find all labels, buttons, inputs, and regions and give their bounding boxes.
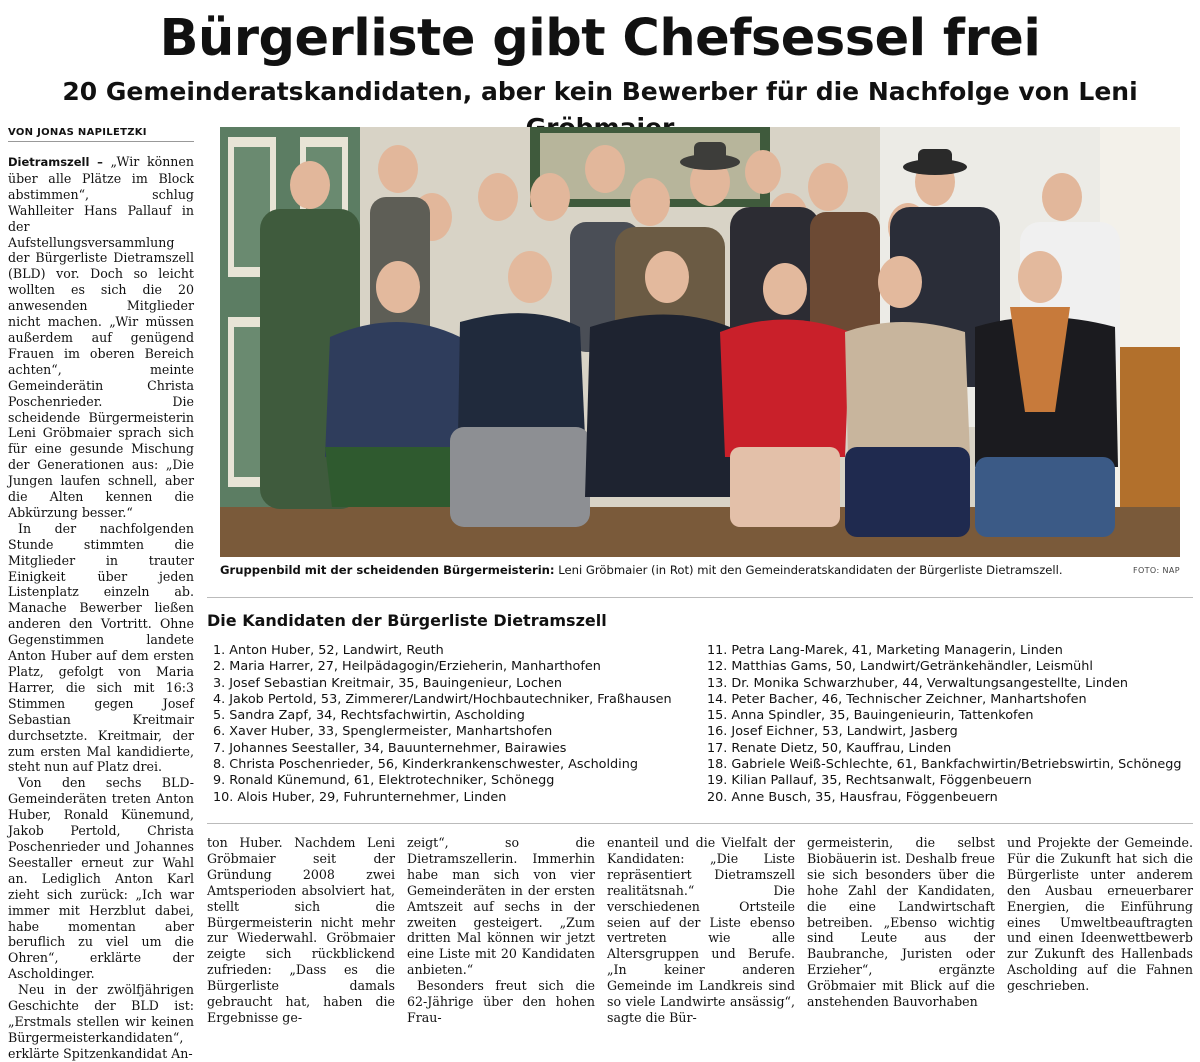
candidates-list-right [707, 643, 1187, 806]
article-column-5 [807, 835, 995, 1010]
candidate-item: 16. Josef Eichner, 53, Landwirt, Jasberg [707, 724, 958, 740]
candidates-title: Die Kandidaten der Bürgerliste Dietramszell [207, 611, 607, 630]
candidate-item: 10. Alois Huber, 29, Fuhrunternehmer, Linden [213, 789, 507, 805]
article-paragraph: Neu in der zwölfjährigen Geschichte der BLD ist: „Erstmals stellen wir keinen Bürgermeisterkandidaten“, erklärte Spitzenkandidat An- [8, 982, 194, 1061]
article-paragraph: ton Huber. Nachdem Leni Gröbmaier seit der Gründung 2008 zwei Amtsperioden absolviert hat, stellt sich die Bürgermeisterin nicht mehr zur Wiederwahl. Gröbmaier zeigte sich rückblickend zufrieden: „Dass es die Bürgerliste damals gebraucht hat, haben die Ergebnisse ge- [207, 835, 395, 1025]
byline: VON JONAS NAPILETZKI [8, 127, 194, 142]
article-column-2 [207, 835, 395, 1025]
candidate-item: 17. Renate Dietz, 50, Kauffrau, Linden [707, 740, 952, 756]
headline: Bürgerliste gibt Chefsessel frei [159, 9, 1041, 68]
candidate-item: 3. Josef Sebastian Kreitmair, 35, Bauingenieur, Lochen [213, 675, 563, 691]
candidate-item: 5. Sandra Zapf, 34, Rechtsfachwirtin, Ascholding [213, 708, 525, 724]
candidate-item: 4. Jakob Pertold, 53, Zimmerer/Landwirt/Hochbautechniker, Fraßhausen [213, 691, 672, 707]
candidate-item: 1. Anton Huber, 52, Landwirt, Reuth [213, 643, 444, 658]
photo-credit: FOTO: NAP [1132, 566, 1180, 575]
candidate-item: 15. Anna Spindler, 35, Bauingenieurin, Tattenkofen [707, 708, 1034, 724]
article-paragraph: germeisterin, die selbst Biobäuerin ist. Deshalb freue sie sich besonders über die hohe Zahl der Kandidaten, die eine Landwirtschaft betreiben. „Ebenso wichtig sind Leute aus der Baubranche, Juristen oder Erzieher“, ergänzte Gröbmaier mit Blick auf die anstehenden Bauvorhaben [807, 835, 995, 1010]
group-photo [220, 127, 1180, 557]
photo-caption [220, 563, 1180, 577]
article-column-3 [407, 835, 595, 1025]
candidate-item: 7. Johannes Seestaller, 34, Bauunternehmer, Bairawies [213, 740, 567, 756]
dateline: Dietramszell – [8, 155, 103, 169]
paragraph-text: „Wir können über alle Plätze im Block abstimmen“, schlug Wahlleiter Hans Pallauf in der Aufstellungsversammlung der Bürgerliste Dietramszell (BLD) vor. Doch so leicht wollten es sich die 20 anwesenden Mitglieder nicht machen. „Wir müssen außerdem auf genügend Frauen im oberen Bereich achten“, meinte Gemeinderätin Christa Poschenrieder. Die scheidende Bürgermeisterin Leni Gröbmaier sprach sich für eine gesunde Mischung der Generationen aus: „Die Jungen laufen schnell, aber die Alten kennen die Abkürzung besser.“ [8, 154, 194, 520]
candidate-item: 2. Maria Harrer, 27, Heilpädagogin/Erzieherin, Manharthofen [213, 659, 601, 675]
divider [207, 597, 1193, 598]
caption-text: Leni Gröbmaier (in Rot) mit den Gemeinderatskandidaten der Bürgerliste Dietramszell. [554, 563, 1063, 577]
candidate-item: 18. Gabriele Weiß-Schlechte, 61, Bankfachwirtin/Betriebswirtin, Schönegg [707, 757, 1182, 773]
article-paragraph: enanteil und die Vielfalt der Kandidaten: „Die Liste repräsentiert Dietramszell realitätsnah.“ Die verschiedenen Ortsteile seien auf der Liste ebenso vertreten wie alle Altersgruppen und Berufe. „In keiner anderen Gemeinde im Landkreis sind so viele Landwirte ansässig“, sagte die Bür- [607, 835, 795, 1025]
candidate-item: 14. Peter Bacher, 46, Technischer Zeichner, Manhartshofen [707, 691, 1087, 707]
candidate-item: 19. Kilian Pallauf, 35, Rechtsanwalt, Föggenbeuern [707, 773, 1032, 789]
candidate-item: 11. Petra Lang-Marek, 41, Marketing Managerin, Linden [707, 643, 1063, 658]
candidate-item: 8. Christa Poschenrieder, 56, Kinderkrankenschwester, Ascholding [213, 757, 638, 773]
article-paragraph: Von den sechs BLD-Gemeinderäten treten Anton Huber, Ronald Künemund, Jakob Pertold, Christa Poschenrieder und Johannes Seestaller erneut zur Wahl an. Lediglich Anton Karl zieht sich zurück: „Ich war immer mit Herzblut dabei, habe momentan aber beruflich zu viel um die Ohren“, erklärte der Ascholdinger. [8, 775, 194, 982]
article-paragraph: In der nachfolgenden Stunde stimmten die Mitglieder in trauter Einigkeit über jeden Listenplatz einzeln ab. Manache Bewerber ließen anderen den Vortritt. Ohne Gegenstimmen landete Anton Huber auf dem ersten Platz, gefolgt von Maria Harrer, die sich mit 16:3 Stimmen gegen Josef Sebastian Kreitmair durchsetzte. Kreitmair, der zum ersten Mal kandidierte, steht nun auf Platz drei. [8, 520, 194, 775]
candidate-item: 6. Xaver Huber, 33, Spenglermeister, Manhartshofen [213, 724, 553, 740]
candidate-item: 12. Matthias Gams, 50, Landwirt/Getränkehändler, Leismühl [707, 659, 1093, 675]
article-paragraph [8, 154, 194, 521]
candidates-list-left [213, 643, 693, 806]
article-paragraph: und Projekte der Gemeinde. Für die Zukunft hat sich die Bürgerliste unter anderem den Ausbau erneuerbarer Energien, die Einführung eines Umweltbeauftragten und einen Ideenwettbewerb zur Zukunft des Hallenbads Ascholding auf die Fahnen geschrieben. [1007, 835, 1193, 994]
article-column-4 [607, 835, 795, 1025]
candidate-item: 13. Dr. Monika Schwarzhuber, 44, Verwaltungsangestellte, Linden [707, 675, 1129, 691]
article-paragraph: Besonders freut sich die 62-Jährige über den hohen Frau- [407, 978, 595, 1025]
candidate-item: 9. Ronald Künemund, 61, Elektrotechniker, Schönegg [213, 773, 555, 789]
caption-bold: Gruppenbild mit der scheidenden Bürgermeisterin: [220, 563, 555, 577]
divider [207, 823, 1193, 824]
article-paragraph: zeigt“, so die Dietramszellerin. Immerhin habe man sich von vier Gemeinderäten in der ersten Amtszeit auf sechs in der zweiten gesteigert. „Zum dritten Mal können wir jetzt eine Liste mit 20 Kandidaten anbieten.“ [407, 835, 595, 978]
article-left-column [8, 154, 194, 1061]
candidate-item: 20. Anne Busch, 35, Hausfrau, Föggenbeuern [707, 789, 998, 805]
subheadline: 20 Gemeinderatskandidaten, aber kein Bewerber für die Nachfolge von Leni [62, 77, 1138, 106]
group-photo-illustration [220, 127, 1180, 557]
article-column-6 [1007, 835, 1193, 1006]
